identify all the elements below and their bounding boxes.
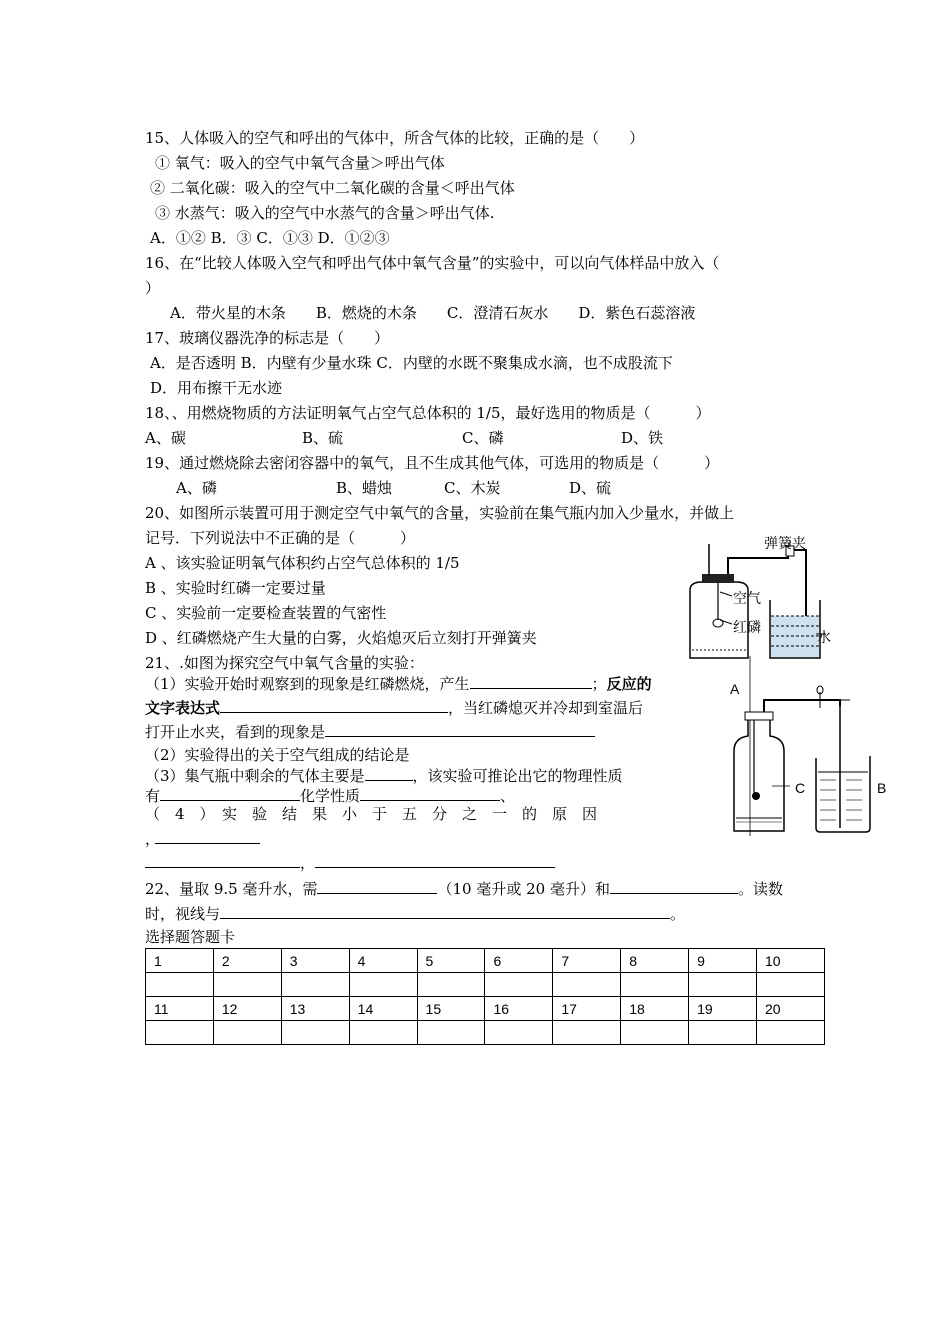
q20-fig-clip-label: 弹簧夹	[764, 535, 806, 551]
q19-option-d: D、硫	[569, 479, 612, 497]
q21-part3-sep: 、	[500, 787, 516, 805]
q21-blank-gas[interactable]	[365, 765, 413, 781]
q21-fig-label-a: A	[730, 681, 740, 697]
card-cell: 9	[689, 949, 757, 973]
card-cell: 12	[213, 997, 281, 1021]
q19-option-c: C、木炭	[444, 479, 501, 497]
q21-fig-label-c: C	[795, 780, 806, 796]
q21-blank-reason-2[interactable]	[145, 852, 300, 868]
q22-text-5: 。	[670, 905, 686, 923]
q18-option-c: C、磷	[462, 429, 504, 447]
answer-cell[interactable]	[485, 973, 553, 997]
answer-cell[interactable]	[757, 1021, 825, 1045]
q21-blank-reason-3[interactable]	[315, 852, 555, 868]
q21-part1-cont: ，当红磷熄灭并冷却到室温后	[448, 699, 644, 717]
q21-part1-text: （1）实验开始时观察到的现象是红磷燃烧，产生	[145, 675, 470, 693]
answer-card-header-row-2	[146, 997, 825, 1021]
answer-cell[interactable]	[689, 973, 757, 997]
q15-statement-1: ① 氧气：吸入的空气中氧气含量＞呼出气体	[155, 154, 445, 172]
answer-cell[interactable]	[553, 1021, 621, 1045]
card-cell: 18	[621, 997, 689, 1021]
q21-part4-comma-2: ，	[300, 854, 316, 872]
answer-cell[interactable]	[417, 973, 485, 997]
card-cell: 16	[485, 997, 553, 1021]
answer-cell[interactable]	[757, 973, 825, 997]
q19-stem: 19、通过燃烧除去密闭容器中的氧气，且不生成其他气体，可选用的物质是（ ）	[145, 454, 720, 472]
q18-option-a: A、碳	[145, 429, 186, 447]
q21-part3-has: 有	[145, 787, 161, 805]
q20-fig-air-label: 空气	[733, 590, 761, 606]
q20-fig-phosphorus-label: 红磷	[733, 619, 761, 635]
q22-text-3: 。读数	[737, 880, 783, 898]
q21-part1-sep: ；	[591, 675, 607, 693]
q22-text-4: 时，视线与	[145, 905, 221, 923]
q17-stem: 17、玻璃仪器洗净的标志是（ ）	[145, 329, 390, 347]
q21-blank-expression[interactable]	[220, 697, 448, 713]
q20-option-b: B 、实验时红磷一定要过量	[145, 579, 326, 597]
q21-blank-phenomenon[interactable]	[470, 673, 592, 689]
q21-blank-chemical[interactable]	[360, 785, 500, 801]
card-cell: 5	[417, 949, 485, 973]
card-cell: 3	[281, 949, 349, 973]
answer-cell[interactable]	[146, 1021, 214, 1045]
q15-statement-2: ② 二氧化碳：吸入的空气中二氧化碳的含量＜呼出气体	[150, 179, 515, 197]
card-cell: 6	[485, 949, 553, 973]
q20-stem-1: 20、如图所示装置可用于测定空气中氧气的含量，实验前在集气瓶内加入少量水，并做上	[145, 504, 735, 522]
q21-blank-reason-1[interactable]	[155, 828, 260, 844]
q21-fig-label-b: B	[877, 780, 887, 796]
card-cell: 17	[553, 997, 621, 1021]
q21-blank-observation[interactable]	[325, 721, 595, 737]
card-cell: 7	[553, 949, 621, 973]
answer-cell[interactable]	[417, 1021, 485, 1045]
q16-stem-end: ）	[145, 279, 161, 297]
q22-text-1: 22、量取 9.5 毫升水，需	[145, 880, 318, 898]
answer-card-answer-row-1	[146, 973, 825, 997]
q21-blank-physical[interactable]	[160, 785, 300, 801]
answer-card-header-row-1	[146, 949, 825, 973]
q21-part1-expression-label: 文字表达式	[145, 699, 221, 717]
q21-part4: （ 4 ） 实 验 结 果 小 于 五 分 之 一 的 原 因	[145, 805, 598, 823]
q20-option-c: C 、实验前一定要检查装置的气密性	[145, 604, 387, 622]
q20-option-a: A 、该实验证明氧气体积约占空气总体积的 1/5	[145, 554, 460, 572]
answer-card-table	[145, 948, 825, 1045]
answer-cell[interactable]	[689, 1021, 757, 1045]
q17-options-1: A．是否透明 B．内壁有少量水珠 C．内壁的水既不聚集成水滴，也不成股流下	[150, 354, 673, 372]
answer-cell[interactable]	[213, 1021, 281, 1045]
answer-card-answer-row-2	[146, 1021, 825, 1045]
card-cell: 15	[417, 997, 485, 1021]
q15-statement-3: ③ 水蒸气：吸入的空气中水蒸气的含量＞呼出气体.	[155, 204, 495, 222]
answer-cell[interactable]	[213, 973, 281, 997]
q20-fig-water-label: 水	[817, 629, 831, 645]
q18-option-b: B、硫	[302, 429, 344, 447]
card-cell: 4	[349, 949, 417, 973]
q22-blank-sightline[interactable]	[220, 903, 670, 919]
card-cell: 11	[146, 997, 214, 1021]
card-cell: 1	[146, 949, 214, 973]
q15-stem: 15、人体吸入的空气和呼出的气体中，所含气体的比较，正确的是（ ）	[145, 129, 645, 147]
q22-blank-tool[interactable]	[610, 878, 738, 894]
q21-part2: （2）实验得出的关于空气组成的结论是	[145, 746, 410, 764]
answer-cell[interactable]	[349, 1021, 417, 1045]
card-cell: 14	[349, 997, 417, 1021]
q16-options: A．带火星的木条 B．燃烧的木条 C．澄清石灰水 D．紫色石蕊溶液	[170, 304, 696, 322]
answer-cell[interactable]	[553, 973, 621, 997]
answer-cell[interactable]	[281, 1021, 349, 1045]
answer-cell[interactable]	[621, 973, 689, 997]
answer-cell[interactable]	[349, 973, 417, 997]
q20-stem-2: 记号．下列说法中不正确的是（ ）	[145, 529, 416, 547]
q21-apparatus-figure	[720, 656, 890, 836]
q16-stem: 16、在“比较人体吸入空气和呼出气体中氧气含量”的实验中，可以向气体样品中放入（	[145, 254, 720, 272]
q21-stem: 21、.如图为探究空气中氧气含量的实验：	[145, 654, 424, 672]
q19-option-b: B、蜡烛	[336, 479, 393, 497]
q19-option-a: A、磷	[176, 479, 217, 497]
answer-cell[interactable]	[281, 973, 349, 997]
answer-cell[interactable]	[146, 973, 214, 997]
q17-options-2: D．用布擦干无水迹	[150, 379, 283, 397]
q21-part3-chem: 化学性质	[300, 787, 361, 805]
q15-options: A．①② B．③ C．①③ D．①②③	[150, 229, 390, 247]
card-cell: 2	[213, 949, 281, 973]
q22-text-2: （10 毫升或 20 毫升）和	[437, 880, 610, 898]
answer-cell[interactable]	[485, 1021, 553, 1045]
answer-cell[interactable]	[621, 1021, 689, 1045]
q20-option-d: D 、红磷燃烧产生大量的白雾，火焰熄灭后立刻打开弹簧夹	[145, 629, 537, 647]
card-cell: 13	[281, 997, 349, 1021]
q21-part1-bold: 反应的	[606, 675, 652, 693]
q22-blank-cylinder[interactable]	[317, 878, 437, 894]
q21-part4-comma: ，	[145, 830, 161, 848]
q18-stem: 18、、用燃烧物质的方法证明氧气占空气总体积的 1/5，最好选用的物质是（ ）	[145, 404, 711, 422]
card-cell: 10	[757, 949, 825, 973]
q18-option-d: D、铁	[621, 429, 664, 447]
q21-part1-observe: 打开止水夹，看到的现象是	[145, 723, 326, 741]
q21-part3-text: （3）集气瓶中剩余的气体主要是	[145, 767, 365, 785]
card-cell: 19	[689, 997, 757, 1021]
card-cell: 8	[621, 949, 689, 973]
card-cell: 20	[757, 997, 825, 1021]
q21-part3-cont: ，该实验可推论出它的物理性质	[412, 767, 623, 785]
answer-card-title: 选择题答题卡	[145, 928, 236, 946]
